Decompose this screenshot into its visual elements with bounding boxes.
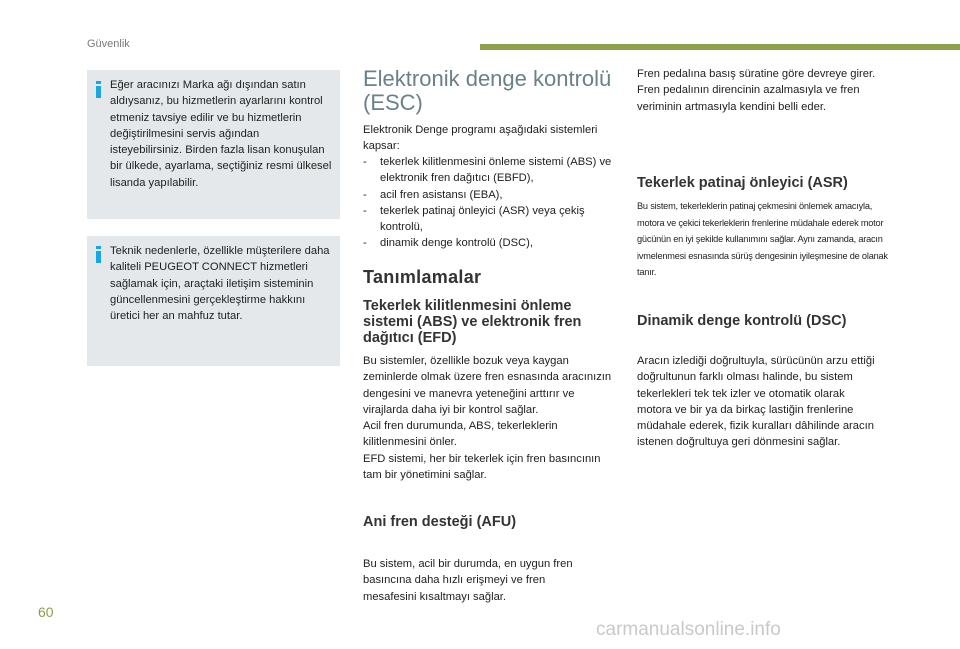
abs-heading-line1: Tekerlek kilitlenmesini önleme [363, 298, 572, 314]
abs-heading-line2: sistemi (ABS) ve elektronik fren [363, 314, 582, 330]
asr-heading: Tekerlek patinaj önleyici (ASR) [637, 175, 848, 191]
afu-text: Bu sistem, acil bir durumda, en uygun fren basıncına daha hızlı erişmeyi ve fren mesafesini kısaltmayı sağlar. [363, 558, 573, 603]
info-icon [96, 251, 101, 263]
dsc-text: Aracın izlediği doğrultuyla, sürücünün arzu ettiği doğrultunun farklı olması halinde, bu sistem tekerlekleri tek tek izler ve otomatik olarak motora ve bir ya da birkaç lastiğin frenlerine müdahale ederek, fizik kuralları dâhilinde aracın istenen doğrultuya geri dönmesini sağlar. [637, 355, 875, 449]
info-box-text: Teknik nedenlerle, özellikle müşterilere daha kaliteli PEUGEOT CONNECT hizmetleri sağlamak için, araçtaki iletişim sisteminin güncellenmesini gerçekleştirme hakkını üretici her an mahfuz tutar. [110, 245, 330, 323]
afu-heading: Ani fren desteği (AFU) [363, 514, 517, 530]
abs-paragraph: Acil fren durumunda, ABS, tekerleklerin kilitlenmesini önler. [363, 420, 558, 449]
abs-body [363, 353, 613, 483]
abs-paragraph: EFD sistemi, her bir tekerlek için fren basıncının tam bir yönetimini sağlar. [363, 452, 601, 482]
esc-intro: Elektronik Denge programı aşağıdaki sistemleri kapsar: [363, 124, 598, 153]
info-icon-dot [96, 246, 101, 249]
list-item: - dinamik denge kontrolü (DSC), [363, 235, 619, 251]
info-box-connect-update [87, 236, 340, 366]
page-number: 60 [38, 604, 54, 620]
info-icon-dot [96, 81, 101, 84]
list-item: - acil fren asistansı (EBA), [363, 187, 619, 203]
info-icon [96, 86, 101, 98]
abs-heading-line3: dağıtıcı (EFD) [363, 330, 457, 346]
section-label: Güvenlik [87, 38, 130, 50]
info-box-text: Eğer aracınızı Marka ağı dışından satın aldıysanız, bu hizmetlerin ayarlarını kontrol etmeniz tavsiye edilir ve bu hizmetlerin değiştirilmesini servis ağından isteyebilirsiniz. Birden fazla lisan konuşulan bir ülkede, ayarlama, seçtiğiniz resmi ülkesel lisanda yapılabilir. [110, 79, 332, 189]
definitions-heading: Tanımlamalar [363, 267, 482, 287]
list-item: - tekerlek patinaj önleyici (ASR) veya çekiş kontrolü, [363, 203, 619, 236]
dsc-heading: Dinamik denge kontrolü (DSC) [637, 313, 847, 329]
abs-paragraph: Bu sistemler, özellikle bozuk veya kaygan zeminlerde olmak üzere fren esnasında aracınızın dengesini ve manevra yeteneğini arttırır ve virajlarda daha iyi bir kontrol sağlar. [363, 355, 612, 416]
esc-system-list [363, 154, 619, 252]
header-divider [480, 44, 960, 50]
info-box-brand-network [87, 70, 340, 219]
watermark-text: carmanualsonline.info [596, 619, 781, 640]
afu-continued-text: Fren pedalına basış süratine göre devreye girer. Fren pedalının direncinin azalmasıyla ve fren veriminin artmasıyla kendini belli eder. [637, 68, 876, 113]
esc-title-line1: Elektronik denge kontrolü [363, 66, 612, 91]
asr-text: Bu sistem, tekerleklerin patinaj çekmesini önlemek amacıyla, motora ve çekici tekerleklerin frenlerine müdahale ederek motor gücünün en iyi şekilde kullanımını sağlar. Aynı zamanda, aracın ivmelenmesi esnasında sürüş dengesinin iyileşmesine de olanak tanır. [637, 201, 888, 277]
esc-title-line2: (ESC) [363, 90, 423, 115]
list-item: - tekerlek kilitlenmesini önleme sistemi (ABS) ve elektronik fren dağıtıcı (EBFD), [363, 154, 619, 187]
